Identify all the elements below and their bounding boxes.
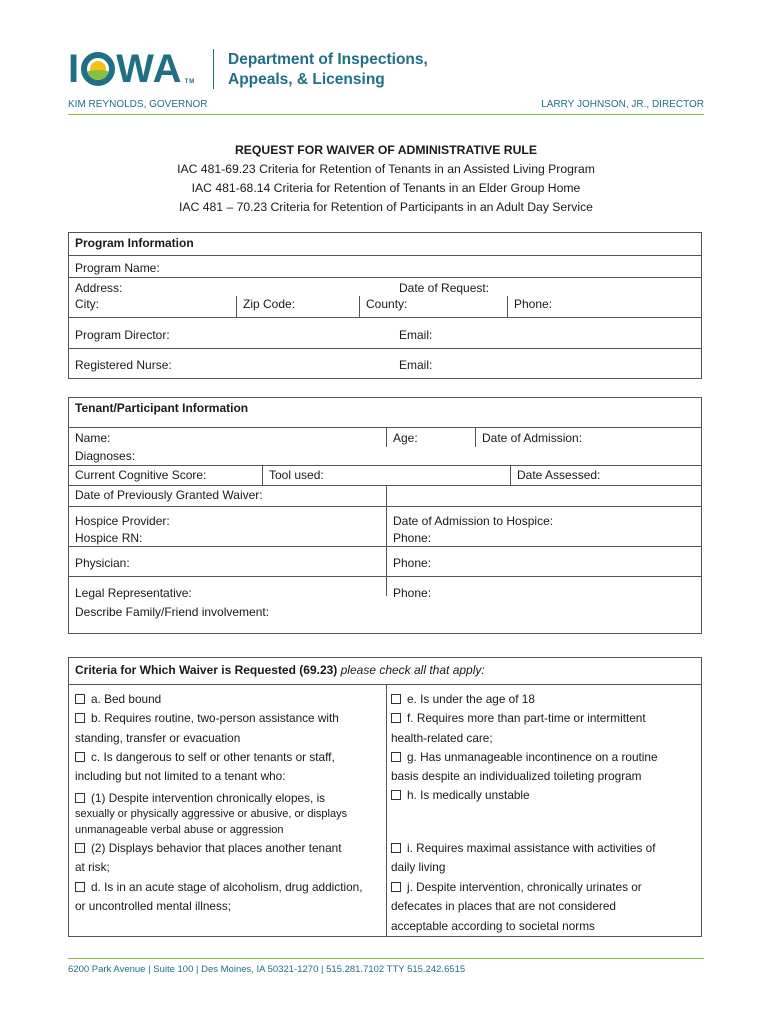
criteria-title: Criteria for Which Waiver is Requested (69.23) please check all that apply: bbox=[75, 663, 485, 677]
checkbox[interactable] bbox=[75, 694, 85, 704]
checkbox[interactable] bbox=[391, 882, 401, 892]
family-involvement-field[interactable]: Describe Family/Friend involvement: bbox=[75, 605, 270, 619]
rule-line-1: IAC 481-69.23 Criteria for Retention of Tenants in an Assisted Living Program bbox=[177, 162, 595, 176]
criteria-right-column bbox=[391, 690, 699, 806]
program-information-section bbox=[68, 232, 702, 379]
header-rule bbox=[68, 114, 704, 115]
registered-nurse-field[interactable]: Registered Nurse: bbox=[75, 358, 172, 372]
checkbox[interactable] bbox=[75, 793, 85, 803]
checkbox[interactable] bbox=[391, 843, 401, 853]
legal-rep-phone-field[interactable]: Phone: bbox=[386, 577, 703, 596]
checkbox[interactable] bbox=[391, 752, 401, 762]
hospice-rn-field[interactable]: Hospice RN: bbox=[75, 531, 143, 545]
checkbox[interactable] bbox=[75, 882, 85, 892]
physician-field[interactable]: Physician: bbox=[75, 556, 130, 570]
criterion-d[interactable]: d. Is in an acute stage of alcoholism, drug addiction, or uncontrolled mental illness; bbox=[75, 880, 363, 914]
criterion-c[interactable]: c. Is dangerous to self or other tenants or staff, including but not limited to a tenant who: bbox=[75, 749, 335, 784]
rule-line-3: IAC 481 – 70.23 Criteria for Retention of Participants in an Adult Day Service bbox=[179, 200, 593, 214]
department-name bbox=[228, 50, 428, 90]
checkbox[interactable] bbox=[75, 713, 85, 723]
diagnoses-field[interactable]: Diagnoses: bbox=[75, 449, 136, 463]
hospice-admission-date-field[interactable]: Date of Admission to Hospice: bbox=[386, 507, 703, 526]
checkbox[interactable] bbox=[391, 694, 401, 704]
criterion-a[interactable]: a. Bed bound bbox=[75, 690, 385, 709]
form-title-block bbox=[68, 141, 704, 217]
criteria-left-column bbox=[75, 690, 385, 786]
physician-phone-field[interactable]: Phone: bbox=[386, 547, 703, 576]
criterion-e[interactable]: e. Is under the age of 18 bbox=[391, 690, 699, 709]
governor-name: KIM REYNOLDS, GOVERNOR bbox=[68, 99, 208, 110]
director-name: LARRY JOHNSON, JR., DIRECTOR bbox=[541, 99, 704, 110]
city-field[interactable]: City: bbox=[75, 297, 99, 311]
criterion-b[interactable]: b. Requires routine, two-person assistance with standing, transfer or evacuation bbox=[75, 711, 339, 745]
officials-line bbox=[68, 99, 704, 113]
tenant-name-field[interactable]: Name: bbox=[75, 431, 111, 445]
dept-line-1: Department of Inspections, bbox=[228, 51, 428, 68]
section-title: Program Information bbox=[75, 236, 194, 250]
age-field[interactable]: Age: bbox=[386, 428, 476, 447]
criterion-c-2[interactable]: (2) Displays behavior that places another tenant at risk; bbox=[75, 841, 342, 875]
program-director-field[interactable]: Program Director: bbox=[75, 328, 170, 342]
checkbox[interactable] bbox=[75, 843, 85, 853]
hospice-provider-field[interactable]: Hospice Provider: bbox=[75, 514, 170, 528]
iowa-logo: I WA TM bbox=[68, 46, 196, 91]
letterhead bbox=[68, 46, 708, 91]
county-field[interactable]: County: bbox=[359, 296, 507, 317]
director-email-field[interactable]: Email: bbox=[399, 328, 433, 342]
tenant-information-section bbox=[68, 397, 702, 634]
previous-waiver-date-field[interactable]: Date of Previously Granted Waiver: bbox=[75, 488, 263, 502]
criterion-h[interactable]: h. Is medically unstable bbox=[391, 786, 699, 805]
phone-field[interactable]: Phone: bbox=[507, 296, 703, 317]
rule-line-2: IAC 481-68.14 Criteria for Retention of Tenants in an Elder Group Home bbox=[191, 181, 581, 195]
checkbox[interactable] bbox=[391, 790, 401, 800]
tool-used-field[interactable]: Tool used: bbox=[262, 466, 511, 485]
cognitive-score-field[interactable]: Current Cognitive Score: bbox=[75, 468, 207, 482]
criterion-f[interactable]: f. Requires more than part-time or intermittent health-related care; bbox=[391, 711, 646, 745]
checkbox[interactable] bbox=[391, 713, 401, 723]
sun-icon bbox=[81, 52, 115, 86]
dept-line-2: Appeals, & Licensing bbox=[228, 71, 385, 88]
date-of-request-field[interactable]: Date of Request: bbox=[399, 281, 490, 295]
criterion-c-1[interactable]: (1) Despite intervention chronically elopes, is sexually or physically aggressive or abusive, or displays unmanageable verbal abuse or aggression bbox=[75, 791, 348, 836]
checkbox[interactable] bbox=[75, 752, 85, 762]
criterion-i[interactable]: i. Requires maximal assistance with activities of daily living bbox=[391, 841, 656, 875]
footer-address: 6200 Park Avenue | Suite 100 | Des Moines, IA 50321-1270 | 515.281.7102 TTY 515.242.6515 bbox=[68, 964, 466, 975]
form-title: REQUEST FOR WAIVER OF ADMINISTRATIVE RULE bbox=[235, 143, 537, 157]
date-of-admission-field[interactable]: Date of Admission: bbox=[475, 428, 703, 447]
legal-representative-field[interactable]: Legal Representative: bbox=[75, 586, 192, 600]
hospice-rn-phone-field[interactable]: Phone: bbox=[386, 526, 703, 546]
program-name-field[interactable]: Program Name: bbox=[75, 261, 160, 275]
zip-code-field[interactable]: Zip Code: bbox=[236, 296, 360, 317]
address-field[interactable]: Address: bbox=[75, 281, 123, 295]
logo-divider bbox=[213, 49, 214, 89]
previous-waiver-value[interactable] bbox=[386, 486, 703, 506]
criterion-g[interactable]: g. Has unmanageable incontinence on a routine basis despite an individualized toileting program bbox=[391, 749, 658, 784]
footer-rule bbox=[68, 958, 704, 959]
section-title: Tenant/Participant Information bbox=[75, 401, 249, 415]
criterion-j[interactable]: j. Despite intervention, chronically urinates or defecates in places that are not considered acceptable according to societal norms bbox=[391, 880, 642, 933]
date-assessed-field[interactable]: Date Assessed: bbox=[510, 466, 703, 485]
nurse-email-field[interactable]: Email: bbox=[399, 358, 433, 372]
